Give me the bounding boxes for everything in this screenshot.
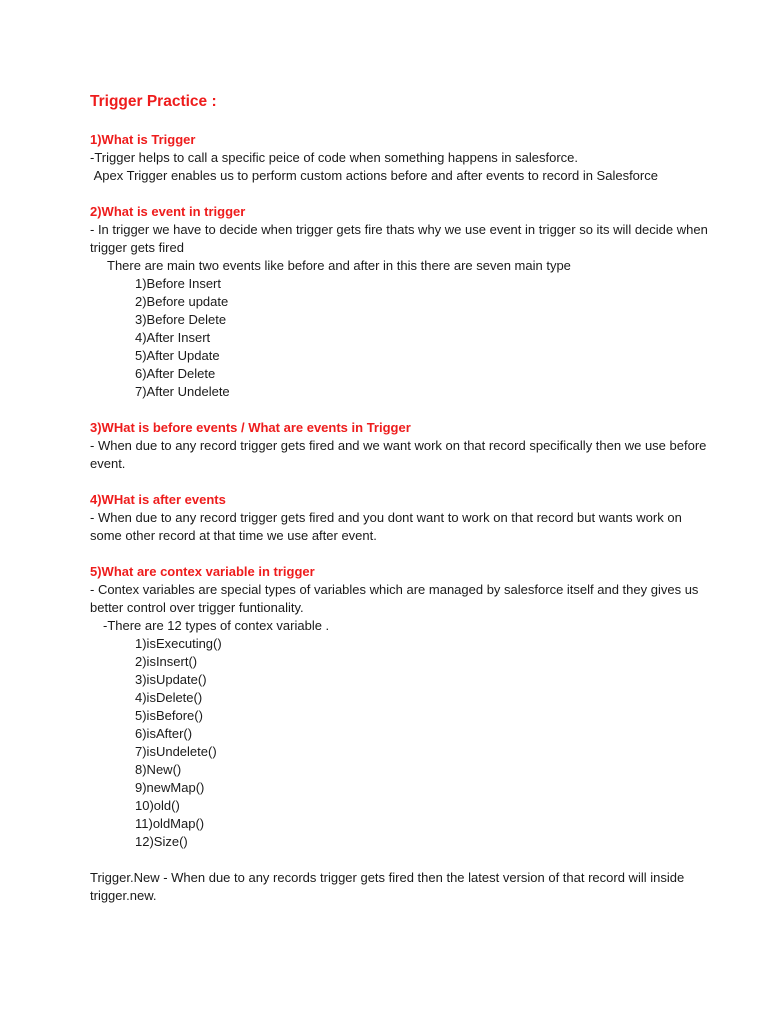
list-item: 10)old() (135, 798, 180, 813)
section-heading: 4)WHat is after events (90, 492, 226, 507)
list-item: 4)isDelete() (135, 690, 203, 705)
list-item: 3)isUpdate() (135, 672, 207, 687)
list-item: 2)Before update (135, 294, 229, 309)
list-item: 7)isUndelete() (135, 744, 217, 759)
section-heading: 1)What is Trigger (90, 132, 196, 147)
section-event-in-trigger (90, 203, 712, 401)
paragraph-line: -Trigger helps to call a specific peice of code when something happens in salesforce. (90, 150, 579, 165)
list-item: 5)After Update (135, 348, 220, 363)
paragraph-line: - When due to any record trigger gets fired and you dont want to work on that record but wants work on some other record at that time we use after event. (90, 510, 686, 543)
paragraph-line: -There are 12 types of contex variable . (103, 618, 330, 633)
list-item: 4)After Insert (135, 330, 211, 345)
list-item: 9)newMap() (135, 780, 205, 795)
document-title: Trigger Practice : (90, 93, 217, 110)
paragraph-line: - Contex variables are special types of variables which are managed by salesforce itself and they gives us better control over trigger funtionality. (90, 582, 703, 615)
section-heading: 5)What are contex variable in trigger (90, 564, 315, 579)
list-item: 6)isAfter() (135, 726, 193, 741)
paragraph-line: - When due to any record trigger gets fired and we want work on that record specifically then we use before event. (90, 438, 711, 471)
list-item: 1)isExecuting() (135, 636, 222, 651)
section-what-is-trigger (90, 131, 708, 185)
list-item: 7)After Undelete (135, 384, 230, 399)
paragraph-line: Apex Trigger enables us to perform custom actions before and after events to record in Salesforce (90, 168, 658, 183)
list-item: 6)After Delete (135, 366, 216, 381)
list-item: 5)isBefore() (135, 708, 203, 723)
paragraph-line: Trigger.New - When due to any records trigger gets fired then the latest version of that record will inside trigger.new. (90, 870, 688, 903)
paragraph-line: There are main two events like before and after in this there are seven main type (107, 258, 571, 273)
context-variable-list (90, 635, 708, 851)
list-item: 8)New() (135, 762, 182, 777)
list-item: 3)Before Delete (135, 312, 227, 327)
section-before-events (90, 419, 711, 473)
section-context-variables (90, 563, 708, 851)
section-heading: 3)WHat is before events / What are events in Trigger (90, 420, 411, 435)
section-trigger-new (90, 869, 708, 905)
list-item: 2)isInsert() (135, 654, 198, 669)
list-item: 11)oldMap() (135, 816, 205, 831)
paragraph-line: - In trigger we have to decide when trigger gets fire thats why we use event in trigger so its will decide when trigger gets fired (90, 222, 712, 255)
list-item: 12)Size() (135, 834, 188, 849)
event-types-list (90, 275, 708, 401)
list-item: 1)Before Insert (135, 276, 221, 291)
section-after-events (90, 491, 708, 545)
section-heading: 2)What is event in trigger (90, 204, 246, 219)
